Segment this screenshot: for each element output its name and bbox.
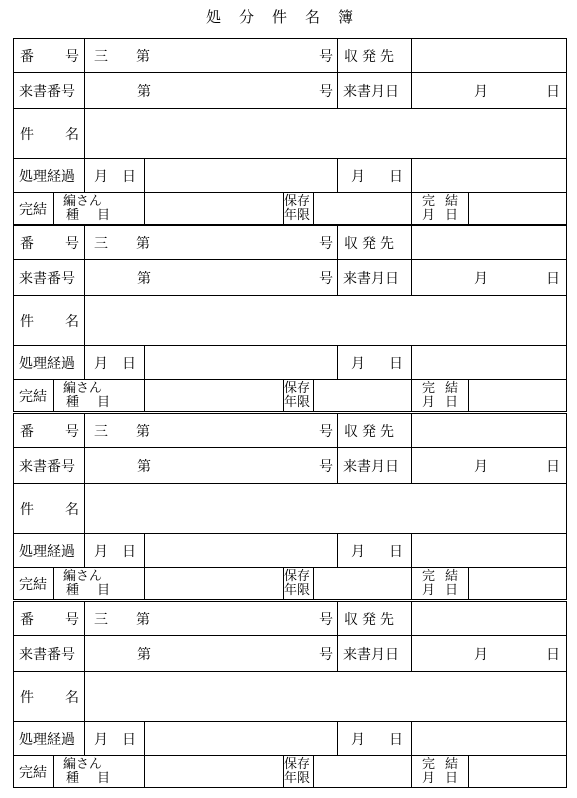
record-table: [13, 38, 567, 225]
recipients-field[interactable]: [412, 39, 567, 73]
recipients-label: 収発先: [338, 226, 412, 260]
incoming-date-field[interactable]: 月 日: [412, 260, 567, 296]
completed-label: 完結: [14, 380, 54, 412]
record-table: [13, 601, 567, 788]
incoming-number-label: 来書番号: [14, 636, 85, 672]
incoming-number-field[interactable]: 第 号: [85, 260, 338, 296]
incoming-date-label: 来書月日: [338, 260, 412, 296]
incoming-date-field[interactable]: 月 日: [412, 73, 567, 109]
incoming-number-field[interactable]: 第 号: [85, 448, 338, 484]
completed-label: 完結: [14, 568, 54, 600]
incoming-number-label: 来書番号: [14, 73, 85, 109]
retention-label: 保 存 年 限: [284, 193, 314, 225]
category-field[interactable]: [145, 193, 284, 225]
processing-label: 処理経過: [14, 159, 85, 193]
completion-date-label: 完 結 月 日: [412, 193, 469, 225]
completion-date-field[interactable]: [469, 380, 567, 412]
processing-note-1[interactable]: [145, 722, 338, 756]
processing-note-2[interactable]: [412, 346, 567, 380]
category-label: 編さん 種 目: [54, 380, 145, 412]
incoming-date-label: 来書月日: [338, 448, 412, 484]
incoming-date-field[interactable]: 月 日: [412, 448, 567, 484]
incoming-number-label: 来書番号: [14, 260, 85, 296]
record-table: [13, 225, 567, 412]
processing-date-1[interactable]: 月 日: [85, 722, 145, 756]
retention-field[interactable]: [314, 193, 412, 225]
processing-label: 処理経過: [14, 722, 85, 756]
category-label: 編さん 種 目: [54, 568, 145, 600]
number-field[interactable]: 三 第 号: [85, 39, 338, 73]
processing-date-1[interactable]: 月 日: [85, 534, 145, 568]
retention-label: 保 存 年 限: [284, 380, 314, 412]
recipients-label: 収発先: [338, 39, 412, 73]
number-label: 番 号: [14, 39, 85, 73]
number-field[interactable]: 三 第 号: [85, 602, 338, 636]
incoming-number-field[interactable]: 第 号: [85, 636, 338, 672]
incoming-date-label: 来書月日: [338, 636, 412, 672]
completion-date-field[interactable]: [469, 193, 567, 225]
processing-note-2[interactable]: [412, 722, 567, 756]
processing-note-1[interactable]: [145, 346, 338, 380]
category-field[interactable]: [145, 380, 284, 412]
category-field[interactable]: [145, 756, 284, 788]
recipients-field[interactable]: [412, 602, 567, 636]
record-block: [13, 413, 566, 599]
processing-label: 処理経過: [14, 534, 85, 568]
category-field[interactable]: [145, 568, 284, 600]
completion-date-label: 完 結 月 日: [412, 380, 469, 412]
processing-date-2[interactable]: 月 日: [338, 159, 412, 193]
processing-date-2[interactable]: 月 日: [338, 346, 412, 380]
completed-label: 完結: [14, 756, 54, 788]
incoming-number-label: 来書番号: [14, 448, 85, 484]
processing-note-2[interactable]: [412, 534, 567, 568]
subject-field[interactable]: [85, 484, 567, 534]
processing-date-2[interactable]: 月 日: [338, 534, 412, 568]
page-title: 処分件名簿: [205, 8, 371, 26]
number-label: 番 号: [14, 226, 85, 260]
retention-label: 保 存 年 限: [284, 756, 314, 788]
record-table: [13, 413, 567, 600]
completion-date-field[interactable]: [469, 756, 567, 788]
number-label: 番 号: [14, 414, 85, 448]
retention-label: 保 存 年 限: [284, 568, 314, 600]
subject-label: 件 名: [14, 296, 85, 346]
processing-note-1[interactable]: [145, 159, 338, 193]
processing-date-1[interactable]: 月 日: [85, 159, 145, 193]
recipients-label: 収発先: [338, 602, 412, 636]
processing-date-2[interactable]: 月 日: [338, 722, 412, 756]
record-block: [13, 601, 566, 787]
incoming-number-field[interactable]: 第 号: [85, 73, 338, 109]
retention-field[interactable]: [314, 380, 412, 412]
incoming-date-field[interactable]: 月 日: [412, 636, 567, 672]
completion-date-label: 完 結 月 日: [412, 756, 469, 788]
processing-note-1[interactable]: [145, 534, 338, 568]
category-label: 編さん 種 目: [54, 193, 145, 225]
completion-date-field[interactable]: [469, 568, 567, 600]
processing-label: 処理経過: [14, 346, 85, 380]
retention-field[interactable]: [314, 756, 412, 788]
record-block: [13, 38, 566, 224]
category-label: 編さん 種 目: [54, 756, 145, 788]
incoming-date-label: 来書月日: [338, 73, 412, 109]
number-field[interactable]: 三 第 号: [85, 226, 338, 260]
recipients-label: 収発先: [338, 414, 412, 448]
processing-date-1[interactable]: 月 日: [85, 346, 145, 380]
subject-label: 件 名: [14, 484, 85, 534]
number-label: 番 号: [14, 602, 85, 636]
record-block: [13, 225, 566, 411]
retention-field[interactable]: [314, 568, 412, 600]
subject-field[interactable]: [85, 672, 567, 722]
subject-label: 件 名: [14, 109, 85, 159]
processing-note-2[interactable]: [412, 159, 567, 193]
number-field[interactable]: 三 第 号: [85, 414, 338, 448]
completed-label: 完結: [14, 193, 54, 225]
subject-field[interactable]: [85, 296, 567, 346]
subject-field[interactable]: [85, 109, 567, 159]
recipients-field[interactable]: [412, 226, 567, 260]
recipients-field[interactable]: [412, 414, 567, 448]
subject-label: 件 名: [14, 672, 85, 722]
completion-date-label: 完 結 月 日: [412, 568, 469, 600]
